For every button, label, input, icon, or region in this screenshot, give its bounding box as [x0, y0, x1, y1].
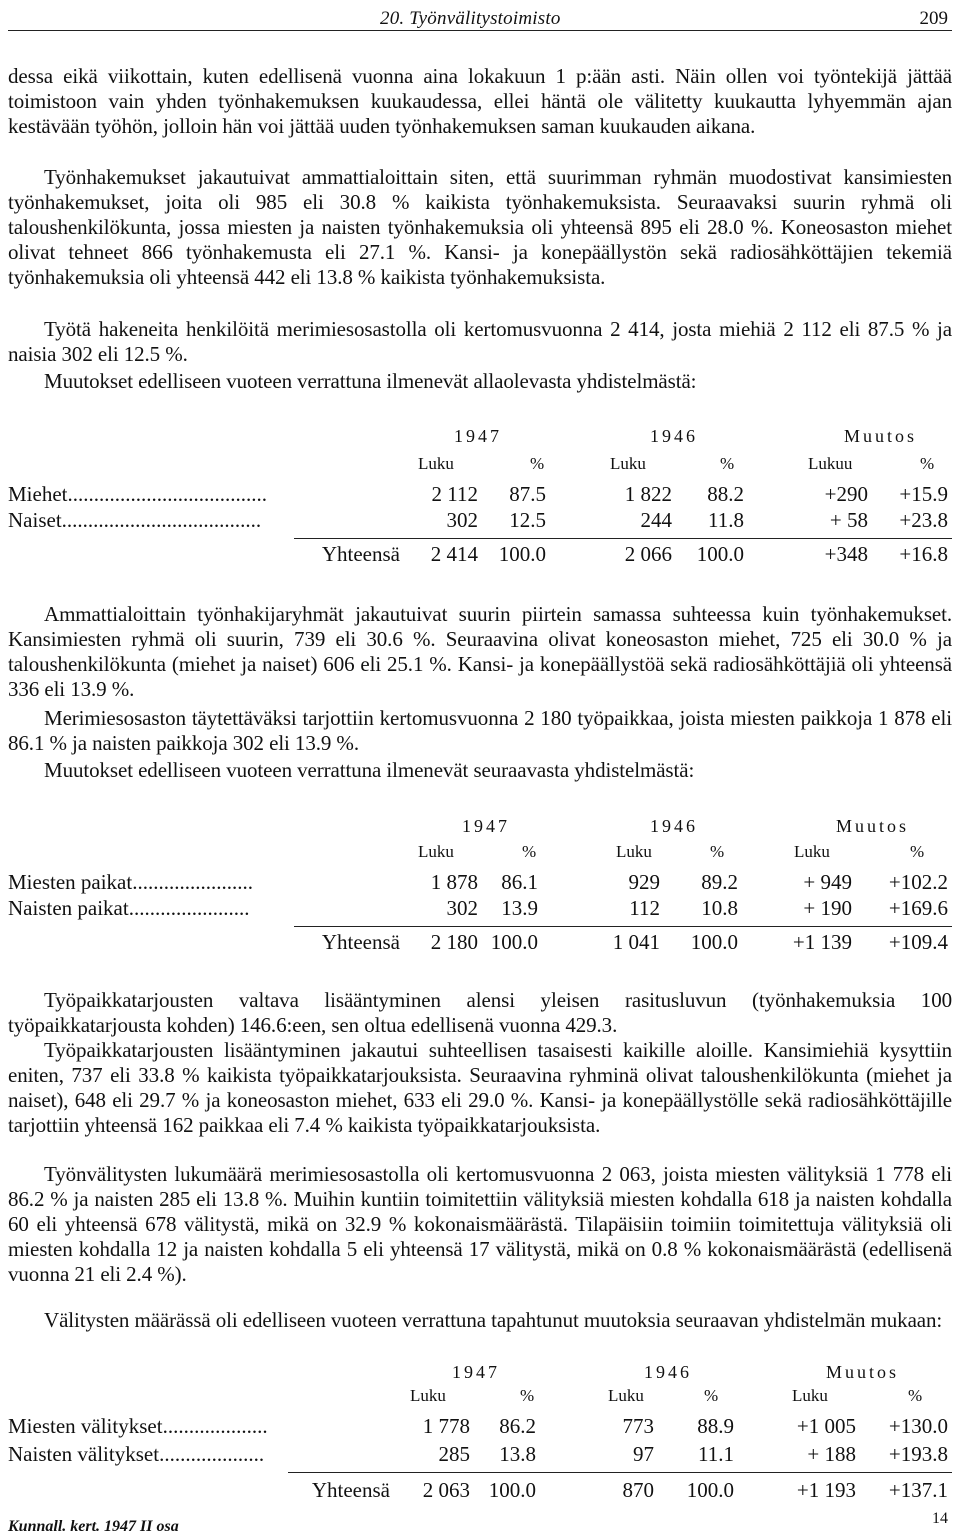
cell: +290 [824, 482, 868, 506]
cell: 2 180 [430, 930, 478, 954]
paragraph: Työtä hakeneita henkilöitä merimiesosastolla oli kertomusvuonna 2 414, josta miehiä 2 112 eli 87.5 % ja naisia 302 eli 12.5 %. [8, 317, 952, 366]
cell: 773 [622, 1414, 654, 1438]
cell: +1 193 [796, 1478, 856, 1502]
column-header: Lukuu [808, 454, 853, 473]
cell: 100.0 [490, 930, 538, 954]
table-row [8, 1414, 952, 1440]
column-header: Luku [794, 842, 830, 861]
leader-dots: .................... [159, 1442, 265, 1466]
leader-dots: ...................................... [67, 482, 267, 506]
cell: 11.1 [698, 1442, 734, 1466]
row-label: Miehet [8, 482, 68, 506]
column-header: % [910, 842, 925, 861]
column-header: % [520, 1386, 535, 1405]
column-header: Luku [418, 842, 454, 861]
table-row [8, 508, 952, 534]
leader-dots: ....................... [132, 870, 253, 894]
table-total-row [8, 1478, 952, 1504]
footer-source: Kunnall. kert. 1947 II osa [8, 1518, 179, 1535]
paragraph: dessa eikä viikottain, kuten edellisenä vuonna aina lokakuun 1 p:ään asti. Näin ollen voi työntekijä jättää toimistoon vain yhden työnhakemuksen kuukaudessa, ellei häntä ole välitetty kuukautta lyhyemmän ajan kestävään työhön, jolloin hän voi jättää uuden työnhakemuksen saman kuukauden aikana. [8, 64, 952, 138]
paragraph: Työnhakemukset jakautuivat ammattialoittain siten, että suurimman ryhmän muodostivat kansimiesten työnhakemukset, joita oli 985 eli 30.8 % kaikista työnhakemuksista. Seuraavaksi suurin ryhmä oli taloushenkilökunta, jossa miesten ja naisten työnhakemuksia oli yhteensä 895 eli 28.0 %. Koneosaston miehet olivat tehneet 866 työnhakemusta eli 27.1 %. Kansi- ja konepäällystön sekä radiosähköttäjien tekemiä työnhakemuksia oli yhteensä 442 eli 13.8 % kaikista työnhakemuksista. [8, 165, 952, 289]
cell: 1 041 [612, 930, 660, 954]
cell: + 58 [829, 508, 868, 532]
cell: +109.4 [888, 930, 948, 954]
cell: 244 [640, 508, 672, 532]
column-header: % [530, 454, 545, 473]
column-header: Luku [616, 842, 652, 861]
leader-dots: .................... [162, 1414, 268, 1438]
change-header: Muutos [826, 1362, 900, 1382]
cell: + 188 [807, 1442, 856, 1466]
column-header: % [704, 1386, 719, 1405]
table-row [8, 896, 952, 922]
cell: 100.0 [488, 1478, 536, 1502]
cell: +193.8 [888, 1442, 948, 1466]
paragraph: Muutokset edelliseen vuoteen verrattuna ilmenevät seuraavasta yhdistelmästä: [44, 758, 695, 782]
cell: +348 [824, 542, 868, 566]
cell: +23.8 [899, 508, 948, 532]
cell: 11.8 [708, 508, 744, 532]
column-header: % [920, 454, 935, 473]
cell: +1 005 [796, 1414, 856, 1438]
page-number: 209 [919, 8, 948, 29]
paragraph: Merimiesosaston täytettäväksi tarjottiin kertomusvuonna 2 180 työpaikkaa, joista miesten paikkoja 1 878 eli 86.1 % ja naisten paikkoja 302 eli 13.9 %. [8, 706, 952, 755]
paragraph: Työpaikkatarjousten lisääntyminen jakautui suhteellisen tasaisesti kaikille aloille. Kansimiehiä kysyttiin eniten, 737 eli 33.8 % kaikista työpaikkatarjouksista. Seuraavina ryhminä olivat taloushenkilökunta (miehet ja naiset), 648 eli 29.7 % ja koneosaston miehet, 633 eli 29.0 %. Kansi- ja konepäällystölle sekä radiosähköttäjille tarjottiin yhteensä 162 paikkaa eli 7.4 % kaikista työpaikkatarjouksista. [8, 1038, 952, 1137]
cell: 86.1 [501, 870, 538, 894]
year-header: 1947 [452, 1362, 500, 1382]
cell: 2 112 [431, 482, 478, 506]
column-header: Luku [610, 454, 646, 473]
row-label: Naisten paikat [8, 896, 129, 920]
paragraph: Ammattialoittain työnhakijaryhmät jakautuivat suurin piirtein samassa suhteessa kuin työnhakemukset. Kansimiesten ryhmä oli suurin, 739 eli 30.6 %. Seuraavina olivat koneosaston miehet, 725 eli 30.0 % ja taloushenkilökunta (miehet ja naiset) 606 eli 25.1 %. Kansi- ja konepäällystöä sekä radiosähköttäjiä oli yhteensä 336 eli 13.9 %. [8, 602, 952, 701]
change-header: Muutos [836, 816, 910, 836]
total-label: Yhteensä [311, 1478, 390, 1502]
cell: 100.0 [686, 1478, 734, 1502]
cell: 1 778 [422, 1414, 470, 1438]
year-header: 1946 [650, 426, 698, 446]
cell: 870 [622, 1478, 654, 1502]
leader-dots: ....................... [128, 896, 250, 920]
sum-rule [288, 1472, 952, 1473]
paragraph: Välitysten määrässä oli edelliseen vuoteen verrattuna tapahtunut muutoksia seuraavan yhdistelmän mukaan: [44, 1308, 943, 1332]
leader-dots: ...................................... [61, 508, 262, 532]
cell: + 949 [803, 870, 852, 894]
paragraph: Työpaikkatarjousten valtava lisääntyminen alensi yleisen rasitusluvun (työnhakemuksia 100 työpaikkatarjousta kohden) 146.6:een, sen oltua edellisenä vuonna 429.3. [8, 988, 952, 1037]
row-label: Naisten välitykset [8, 1442, 160, 1466]
table-total-row [8, 930, 952, 956]
cell: 112 [629, 896, 660, 920]
cell: 13.9 [501, 896, 538, 920]
row-label: Naiset [8, 508, 62, 532]
cell: 13.8 [499, 1442, 536, 1466]
total-label: Yhteensä [321, 542, 400, 566]
cell: 87.5 [509, 482, 546, 506]
column-header: Luku [608, 1386, 644, 1405]
sum-rule [294, 926, 952, 927]
cell: 100.0 [696, 542, 744, 566]
column-header: % [720, 454, 735, 473]
cell: 2 414 [430, 542, 478, 566]
cell: 302 [446, 896, 478, 920]
cell: 86.2 [499, 1414, 536, 1438]
column-header: Luku [792, 1386, 828, 1405]
cell: 2 066 [624, 542, 672, 566]
cell: 285 [438, 1442, 470, 1466]
cell: +15.9 [899, 482, 948, 506]
cell: 1 878 [430, 870, 478, 894]
cell: +102.2 [888, 870, 948, 894]
total-label: Yhteensä [321, 930, 400, 954]
year-header: 1947 [454, 426, 502, 446]
table-row [8, 1442, 952, 1468]
column-header: Luku [410, 1386, 446, 1405]
cell: +16.8 [899, 542, 948, 566]
year-header: 1946 [650, 816, 698, 836]
year-header: 1946 [644, 1362, 692, 1382]
year-header: 1947 [462, 816, 510, 836]
table-row [8, 482, 952, 508]
cell: 88.9 [697, 1414, 734, 1438]
cell: 89.2 [701, 870, 738, 894]
column-header: % [710, 842, 725, 861]
cell: 88.2 [707, 482, 744, 506]
cell: +1 139 [792, 930, 852, 954]
cell: 12.5 [509, 508, 546, 532]
cell: + 190 [803, 896, 852, 920]
cell: 100.0 [690, 930, 738, 954]
cell: +130.0 [888, 1414, 948, 1438]
paragraph: Työnvälitysten lukumäärä merimiesosastolla oli kertomusvuonna 2 063, joista miesten välityksiä 1 778 eli 86.2 % ja naisten 285 eli 13.8 %. Muihin kuntiin toimitettiin välityksiä miesten kohdalla 618 ja naisten kohdalla 60 eli yhteensä 678 välitystä, mikä on 32.9 % kokonaismäärästä. Tilapäisiin toimiin toimitettuja välityksiä oli miesten kohdalla 12 ja naisten kohdalla 5 eli yhteensä 17 välitystä, mikä on 0.8 % kokonaismäärästä (edellisenä vuonna 21 eli 2.4 %). [8, 1162, 952, 1286]
column-header: % [522, 842, 537, 861]
row-label: Miesten välitykset [8, 1414, 163, 1438]
cell: 2 063 [422, 1478, 470, 1502]
running-header [8, 6, 952, 31]
cell: 97 [633, 1442, 654, 1466]
chapter-title: 20. Työnvälitystoimisto [380, 8, 561, 29]
cell: +169.6 [888, 896, 948, 920]
cell: +137.1 [888, 1478, 948, 1502]
cell: 10.8 [701, 896, 738, 920]
row-label: Miesten paikat [8, 870, 133, 894]
footer-sheet-number: 14 [932, 1510, 948, 1527]
change-header: Muutos [844, 426, 918, 446]
cell: 1 822 [624, 482, 672, 506]
cell: 100.0 [498, 542, 546, 566]
table-total-row [8, 542, 952, 568]
column-header: % [908, 1386, 923, 1405]
paragraph: Muutokset edelliseen vuoteen verrattuna ilmenevät allaolevasta yhdistelmästä: [44, 369, 697, 393]
table-row [8, 870, 952, 896]
cell: 302 [446, 508, 478, 532]
cell: 929 [628, 870, 660, 894]
sum-rule [294, 538, 952, 539]
column-header: Luku [418, 454, 454, 473]
